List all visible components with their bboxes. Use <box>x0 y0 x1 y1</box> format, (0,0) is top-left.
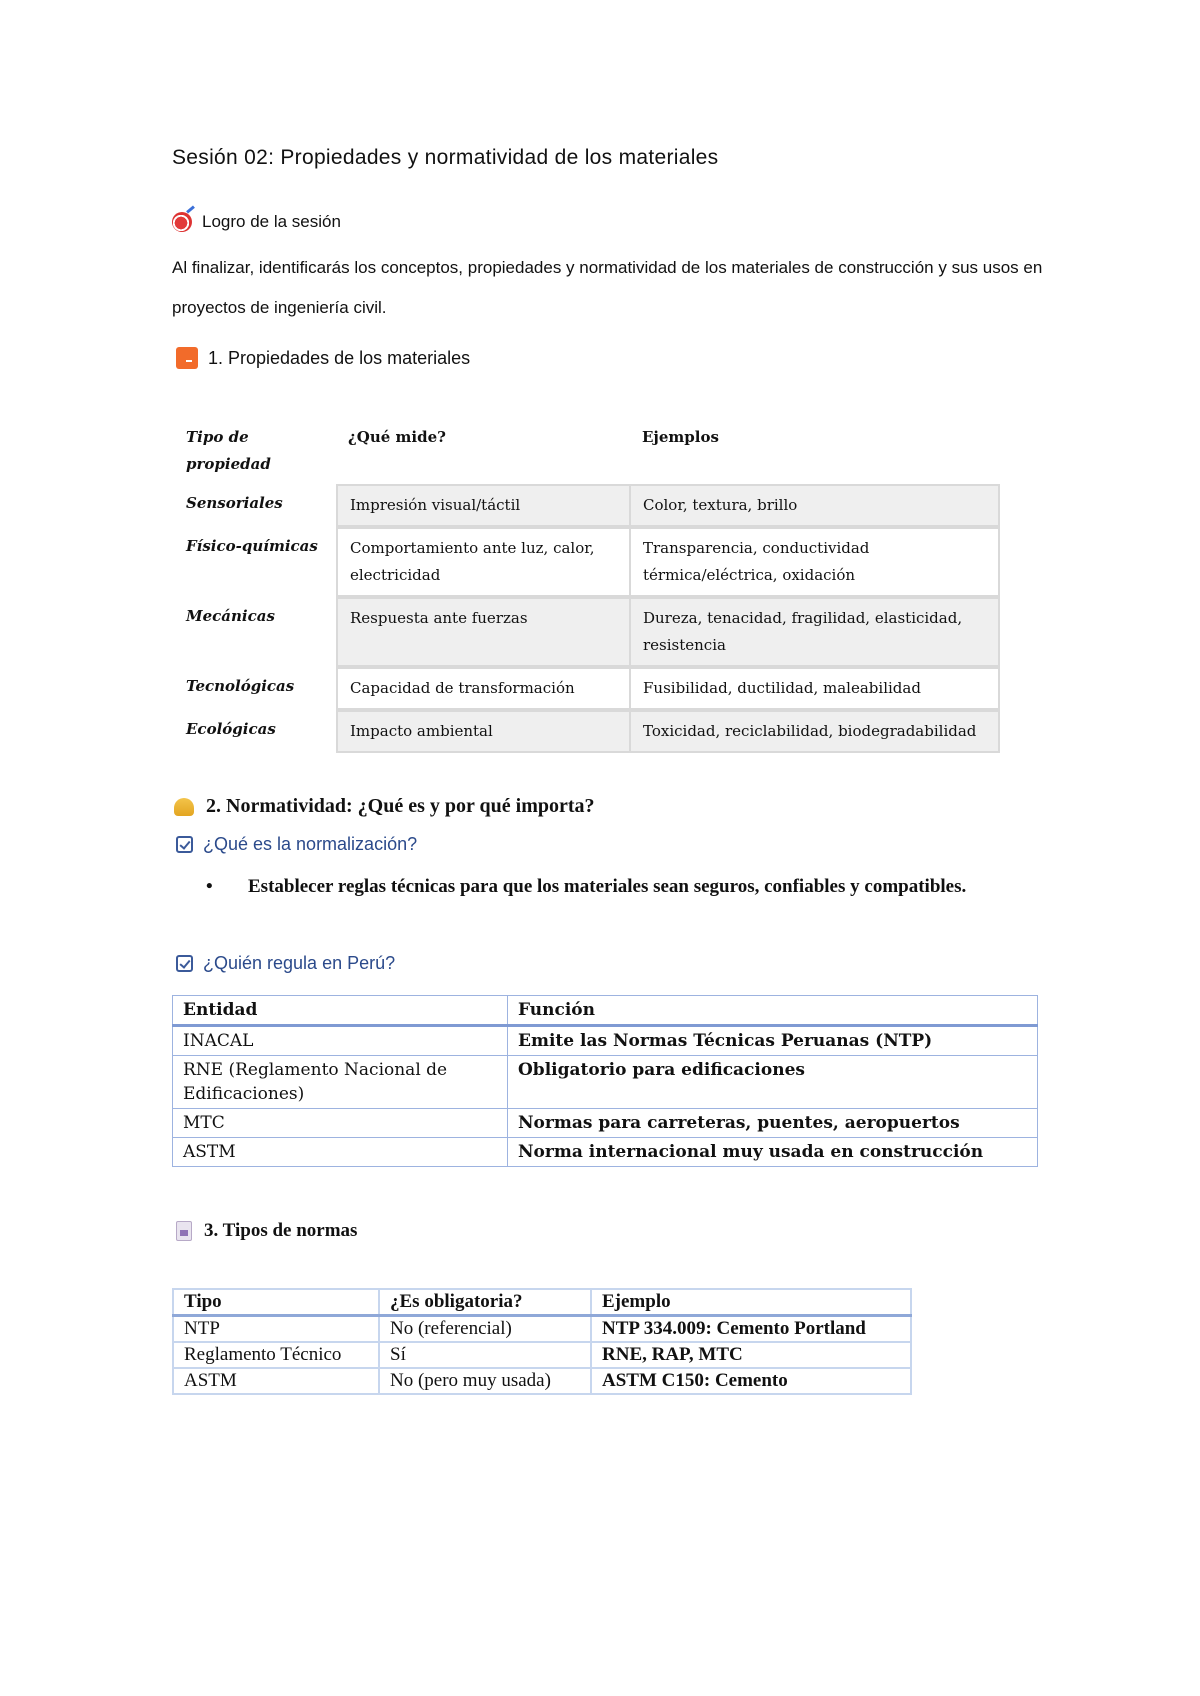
table-header-cell: Entidad <box>173 996 508 1026</box>
table-cell: Dureza, tenacidad, fragilidad, elasticidad, resistencia <box>630 597 1000 667</box>
table-row <box>172 710 1040 753</box>
table-row <box>173 1109 1038 1138</box>
section2-heading <box>174 795 595 818</box>
section1-heading <box>176 347 470 369</box>
section1-heading-text: 1. Propiedades de los materiales <box>208 347 471 368</box>
table-row <box>172 527 1040 597</box>
section3-heading-text: 3. Tipos de normas <box>204 1220 358 1241</box>
table-cell: Emite las Normas Técnicas Peruanas (NTP) <box>508 1026 1038 1056</box>
table-cell: Respuesta ante fuerzas <box>336 597 630 667</box>
logro-text: Al finalizar, identificarás los conceptos, propiedades y normatividad de los materiales de construcción y sus usos en proyectos de ingeniería civil. <box>172 258 1043 317</box>
table-cell: Color, textura, brillo <box>630 484 1000 527</box>
table-header-cell: Ejemplos <box>642 428 719 446</box>
table-cell: ASTM C150: Cemento <box>591 1368 911 1394</box>
entities-table <box>172 995 1038 1167</box>
table-cell: Toxicidad, reciclabilidad, biodegradabilidad <box>630 710 1000 753</box>
table-cell: Comportamiento ante luz, calor, electricidad <box>336 527 630 597</box>
page-title: Sesión 02: Propiedades y normatividad de los materiales <box>172 146 719 169</box>
table-cell: Norma internacional muy usada en construcción <box>508 1138 1038 1167</box>
table-cell: Tecnológicas <box>186 677 295 695</box>
checkbox-checked-icon <box>176 836 193 853</box>
table-cell: ASTM <box>173 1138 508 1167</box>
table-cell: RNE (Reglamento Nacional de Edificaciones) <box>173 1056 508 1109</box>
table-header-cell: Tipo de propiedad <box>186 428 271 473</box>
table-row <box>172 484 1040 527</box>
section3-heading <box>176 1220 357 1242</box>
table-cell: INACAL <box>173 1026 508 1056</box>
table-row <box>173 1026 1038 1056</box>
target-icon <box>172 212 192 232</box>
table-header-cell: Tipo <box>173 1289 379 1316</box>
table-header-cell: ¿Qué mide? <box>348 428 446 446</box>
table-cell: RNE, RAP, MTC <box>591 1342 911 1368</box>
table-header-cell: ¿Es obligatoria? <box>379 1289 591 1316</box>
table-header-cell: Ejemplo <box>591 1289 911 1316</box>
table-cell: NTP <box>173 1316 379 1343</box>
logro-heading <box>172 212 341 232</box>
table-header-row <box>173 996 1038 1026</box>
question-regula <box>176 953 395 974</box>
section2-heading-text: 2. Normatividad: ¿Qué es y por qué importa? <box>206 795 595 817</box>
question-text: ¿Qué es la normalización? <box>203 834 418 854</box>
properties-table <box>172 418 1040 753</box>
document-icon <box>176 1221 192 1241</box>
table-cell: Ecológicas <box>186 720 276 738</box>
question-text: ¿Quién regula en Perú? <box>203 953 396 973</box>
table-cell: Sensoriales <box>186 494 283 512</box>
table-cell: No (pero muy usada) <box>379 1368 591 1394</box>
list-item: • Establecer reglas técnicas para que los materiales sean seguros, confiables y compatibles. <box>206 867 1008 907</box>
table-cell: Fusibilidad, ductilidad, maleabilidad <box>630 667 1000 710</box>
table-cell: ASTM <box>173 1368 379 1394</box>
table-cell: Transparencia, conductividad térmica/eléctrica, oxidación <box>630 527 1000 597</box>
table-header-cell: Función <box>508 996 1038 1026</box>
table-cell: NTP 334.009: Cemento Portland <box>591 1316 911 1343</box>
table-row <box>173 1056 1038 1109</box>
table-cell: Sí <box>379 1342 591 1368</box>
logro-heading-text: Logro de la sesión <box>202 212 341 231</box>
table-cell: Capacidad de transformación <box>336 667 630 710</box>
table-cell: Físico-químicas <box>186 537 318 555</box>
table-cell: Impresión visual/táctil <box>336 484 630 527</box>
table-header-row <box>172 418 1040 484</box>
table-header-row <box>173 1289 911 1316</box>
table-row <box>173 1316 911 1343</box>
table-cell: Reglamento Técnico <box>173 1342 379 1368</box>
table-row <box>173 1368 911 1394</box>
checkbox-checked-icon <box>176 955 193 972</box>
table-cell: No (referencial) <box>379 1316 591 1343</box>
orange-square-icon <box>176 347 198 369</box>
question-normalizacion <box>176 834 417 855</box>
table-cell: Normas para carreteras, puentes, aeropuertos <box>508 1109 1038 1138</box>
hard-hat-icon <box>174 798 194 816</box>
table-cell: Mecánicas <box>186 607 275 625</box>
table-cell: Impacto ambiental <box>336 710 630 753</box>
table-row <box>172 667 1040 710</box>
table-row <box>173 1138 1038 1167</box>
norm-types-table <box>172 1288 912 1395</box>
table-cell: Obligatorio para edificaciones <box>508 1056 1038 1109</box>
table-row <box>173 1342 911 1368</box>
table-row <box>172 597 1040 667</box>
table-cell: MTC <box>173 1109 508 1138</box>
